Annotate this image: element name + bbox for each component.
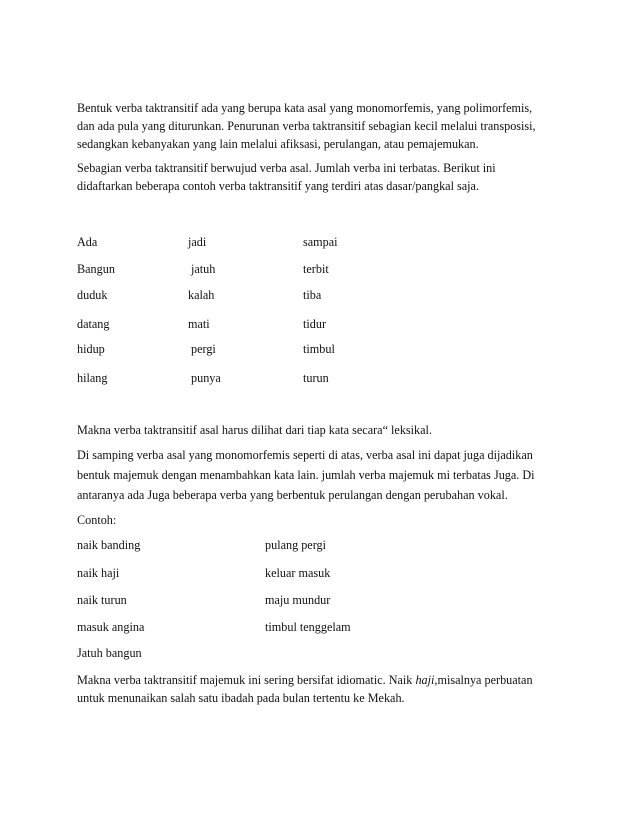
compound-cell: maju mundur	[265, 593, 331, 607]
verb-cell: jadi	[188, 235, 207, 249]
compound-line-2: bentuk majemuk dengan menambahkan kata lain. jumlah verba majemuk mi terbatas Juga. Di	[77, 468, 535, 482]
second-paragraph	[77, 159, 567, 195]
verb-cell: tidur	[303, 317, 327, 331]
verb-cell: timbul	[303, 342, 335, 356]
verb-cell: jatuh	[191, 262, 216, 276]
compound-cell: naik haji	[77, 566, 120, 580]
verb-cell: tiba	[303, 288, 322, 302]
closing-italic-word: haji,	[415, 673, 438, 687]
verb-cell: kalah	[188, 288, 215, 302]
verb-cell: duduk	[77, 288, 108, 302]
example-label: Contoh:	[77, 513, 117, 527]
intro-line-1: Bentuk verba taktransitif ada yang berupa kata asal yang monomorfemis, yang polimorfemis,	[77, 101, 533, 115]
verb-cell: sampai	[303, 235, 338, 249]
verb-cell: turun	[303, 371, 329, 385]
compound-paragraph	[77, 445, 567, 505]
second-line-2: didaftarkan beberapa contoh verba taktransitif yang terdiri atas dasar/pangkal saja.	[77, 179, 480, 193]
verb-cell: hilang	[77, 371, 108, 385]
compound-cell: Jatuh bangun	[77, 646, 142, 660]
intro-line-2: dan ada pula yang diturunkan. Penurunan verba taktransitif sebagian kecil melalui transposisi,	[77, 119, 536, 133]
meaning-line: Makna verba taktransitif asal harus dilihat dari tiap kata secara“ leksikal.	[77, 423, 432, 437]
verb-cell: hidup	[77, 342, 105, 356]
compound-cell: timbul tenggelam	[265, 620, 351, 634]
verb-cell: Bangun	[77, 262, 115, 276]
closing-text-b: misalnya perbuatan	[437, 673, 533, 687]
second-line-1: Sebagian verba taktransitif berwujud verba asal. Jumlah verba ini terbatas. Berikut ini	[77, 161, 496, 175]
compound-line-3: antaranya ada Juga beberapa verba yang berbentuk perulangan dengan perubahan vokal.	[77, 488, 508, 502]
compound-cell: naik turun	[77, 593, 127, 607]
compound-cell: masuk angina	[77, 620, 145, 634]
intro-paragraph	[77, 99, 567, 153]
closing-paragraph	[77, 671, 567, 707]
compound-cell: pulang pergi	[265, 538, 327, 552]
intro-line-3: sedangkan kebanyakan yang lain melalui afiksasi, perulangan, atau pemajemukan.	[77, 137, 479, 151]
verb-cell: terbit	[303, 262, 329, 276]
closing-line-2: untuk menunaikan salah satu ibadah pada bulan tertentu ke Mekah.	[77, 691, 405, 705]
compound-line-1: Di samping verba asal yang monomorfemis seperti di atas, verba asal ini dapat juga dijadikan	[77, 448, 533, 462]
verb-cell: pergi	[191, 342, 216, 356]
verb-cell: punya	[191, 371, 221, 385]
compound-cell: keluar masuk	[265, 566, 331, 580]
verb-cell: mati	[188, 317, 210, 331]
verb-cell: Ada	[77, 235, 98, 249]
closing-line-1	[77, 671, 567, 689]
verb-cell: datang	[77, 317, 110, 331]
compound-cell: naik banding	[77, 538, 141, 552]
closing-text-a: Makna verba taktransitif majemuk ini sering bersifat idiomatic. Naik	[77, 673, 416, 687]
